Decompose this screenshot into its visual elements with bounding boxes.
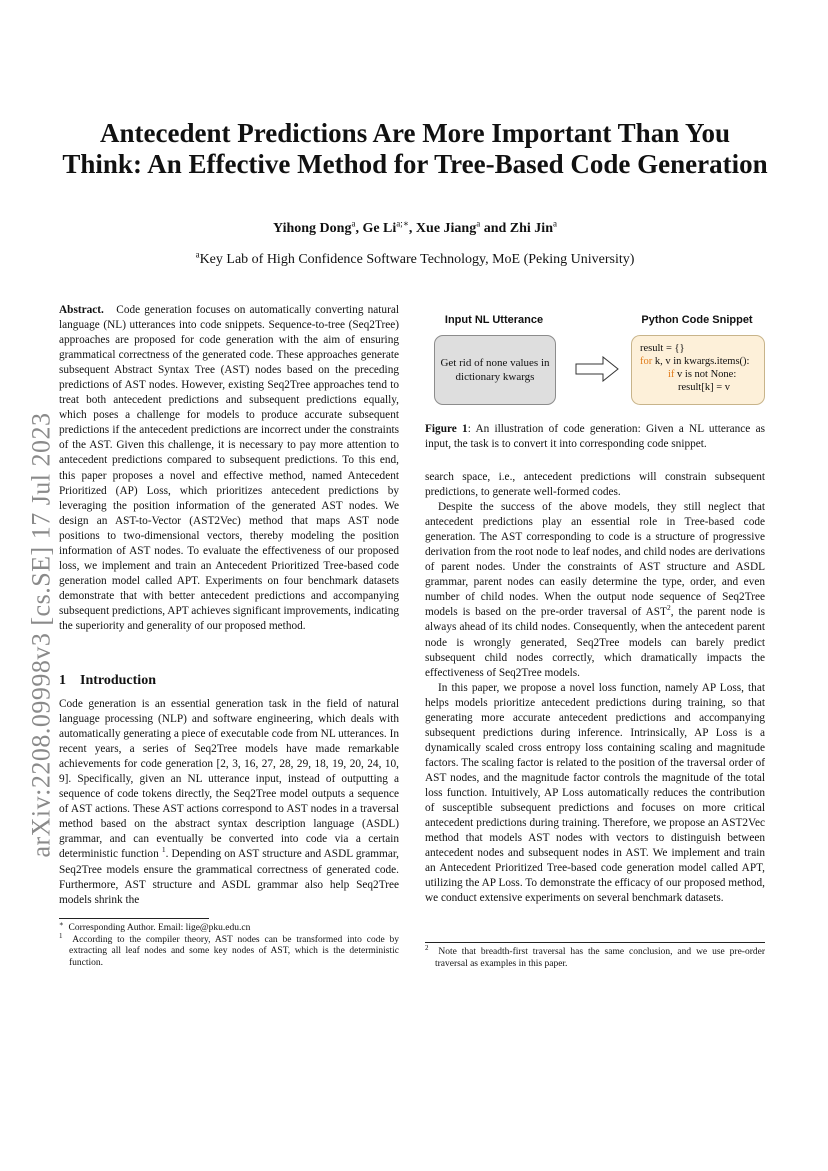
abstract-text: Code generation focuses on automatically converting natural language (NL) utterances into code snippets. Sequence-to-tree (Seq2Tree) approaches are proposed for code generation with the aim of ensuring grammatical correctness of the generated code. These approaches generate subsequent Abstract Syntax Tree (AST) nodes based on the preceding predictions of AST nodes. However, existing Seq2Tree approaches tend to treat both antecedent predictions and subsequent predictions equally, which poses a challenge for models to produce accurate subsequent predictions if the antecedent predictions are incorrect under the constraints of the AST. Given this challenge, it is necessary to pay more attention to antecedent predictions compared to subsequent predictions. To this end, this paper proposes a novel and effective method, named Antecedent Prioritized (AP) Loss, which prioritizes antecedent predictions by leveraging the position information of the generated AST nodes. We design an AST-to-Vector (AST2Vec) method that maps AST node positions to two-dimensional vectors, thereby modeling the position information of AST nodes. To evaluate the effectiveness of our proposed loss, we implement and train an Antecedent Prioritized Tree-based code generation model called APT. Experiments on four benchmark datasets demonstrate that with better antecedent predictions and accompanying subsequent predictions, APT achieves significant improvements, indicating the superiority and generality of our proposed method. xyxy=(59,304,399,632)
author-affil-mark: a xyxy=(476,218,481,229)
figure-output-label: Python Code Snippet xyxy=(641,314,753,326)
code-line: for k, v in kwargs.items(): xyxy=(640,356,750,367)
code-line: result[k] = v xyxy=(678,382,730,393)
abstract xyxy=(59,303,399,634)
figure-input-label: Input NL Utterance xyxy=(444,314,544,326)
paragraph: search space, i.e., antecedent predictions will constrain subsequent predictions, to generate well-formed codes. xyxy=(425,471,765,499)
paper-title: Antecedent Predictions Are More Important Than You Think: An Effective Method for Tree-Based Code Generation xyxy=(62,118,768,179)
author-list: Yihong Dong$^a$, Ge $Li^{a;∗}$, Xue Jiang$^a$ and Zhi Jin$^a$ xyxy=(273,218,557,236)
caption-label: Figure 1 xyxy=(425,423,468,435)
right-column-text xyxy=(425,470,765,906)
arxiv-stamp: arXiv:2208.09998v3 [cs.SE] 17 Jul 2023 xyxy=(27,412,56,858)
code-line: result = {} xyxy=(640,343,685,354)
footnote-right xyxy=(425,943,765,970)
affiliation: $^a$Key Lab of High Confidence Software Technology, MoE (Peking University) xyxy=(195,249,635,267)
section-number: 1 xyxy=(59,673,66,688)
code-snippet-box xyxy=(631,335,765,405)
figure-1 xyxy=(425,312,765,412)
footnote: $^1$ According to the compiler theory, AST nodes can be transformed into code by extracting all leaf nodes and some key nodes of AST, which is the deterministic function. xyxy=(59,931,400,968)
paragraph: In this paper, we propose a novel loss function, namely AP Loss, that helps models prioritize antecedent predictions during training, so that generating more accurate antecedent predictions and accompanying subsequent predictions during inference. Intrinsically, AP Loss is a dynamically scaled cross entropy loss containing scaling and magnitude factors. The scaling factor is related to the position of the traversal order of AST nodes, and the magnitude factor controls the magnitude of the total loss function. Intuitively, AP Loss automatically reduces the contribution of susceptible subsequent predictions and focuses on more critical antecedent predictions during training. Therefore, we propose an AST2Vec method that models AST nodes with vectors to distinguish between antecedent nodes and subsequent nodes in AST. We implement and train an Antecedent Prioritized Tree-based code generation model called APT, utilizing the AP Loss. To demonstrate the efficacy of our proposed method, we conduct extensive experiments on several benchmark datasets. xyxy=(425,681,765,905)
footnotes-left xyxy=(59,919,400,969)
author-name: Xue Jiang xyxy=(415,221,477,236)
author-affil-mark: a xyxy=(351,218,356,229)
author-name: Yihong Dong xyxy=(273,221,352,236)
section-heading xyxy=(59,673,156,689)
footnote-ref: 1 xyxy=(161,845,166,855)
author-name: Zhi Jin xyxy=(509,221,553,236)
section-title: Introduction xyxy=(80,673,156,688)
footnote: ∗ Corresponding Author. Email: lige@pku.edu.cn xyxy=(59,919,251,933)
nl-utterance-text: Get rid of none values in dictionary kwargs xyxy=(440,357,550,383)
nl-utterance-box xyxy=(434,335,556,405)
footnote-ref: 2 xyxy=(666,603,671,613)
right-arrow-icon xyxy=(575,356,619,382)
footnote: $^2$ Note that breadth-first traversal has the same conclusion, and we use pre-order traversal as examples in this paper. xyxy=(425,943,765,969)
paragraph: Despite the success of the above models, they still neglect that antecedent predictions play an essential role in Tree-based code generation. The AST corresponding to code is a structure of progressive derivation from the root node to leaf nodes, and child nodes are derivations of parent nodes. Under the constraints of AST structure and ASDL grammar, parent nodes can easily determine the type, order, and even number of child nodes. When the output node sequence of Seq2Tree models is based on the pre-order traversal of AST$^2$, the parent node is always ahead of its child nodes. Consequently, when the antecedent parent node is wrongly generated, Seq2Tree models can barely predict subsequent child nodes correctly, which dramatically impacts the effectiveness of Seq2Tree models. xyxy=(425,501,765,679)
abstract-label: Abstract. xyxy=(59,304,104,316)
author-affil-mark: a xyxy=(553,218,557,229)
footnote-rule xyxy=(59,918,209,919)
footnote-rule xyxy=(425,942,765,943)
author-name: Ge Li xyxy=(362,221,397,236)
author-affil-mark: a;∗ xyxy=(396,218,409,229)
figure-caption xyxy=(425,422,765,452)
code-line: if v is not None: xyxy=(668,369,737,380)
caption-text: : An illustration of code generation: Given a NL utterance as input, the task is to convert it into corresponding code snippet. xyxy=(425,423,765,450)
intro-paragraph: Code generation is an essential generation task in the field of natural language processing (NLP) and software engineering, which deals with automatically generating a piece of executable code from NL utterances. In recent years, a series of Seq2Tree models have made remarkable achievements for code generation [2, 3, 16, 27, 28, 29, 18, 19, 20, 24, 10, 9]. Specifically, given an NL utterance input, instead of outputting a sequence of code tokens directly, the Seq2Tree model outputs a sequence of AST actions. These AST actions correspond to AST nodes in a traversal method based on the abstract syntax description language (ASDL) grammar, and can eventually be converted into code via a certain deterministic function $^1$. Depending on AST structure and ASDL grammar, Seq2Tree models ensure the grammatical correctness of generated code. Furthermore, AST structure and ASDL grammar also help Seq2Tree models shrink the xyxy=(59,698,399,906)
